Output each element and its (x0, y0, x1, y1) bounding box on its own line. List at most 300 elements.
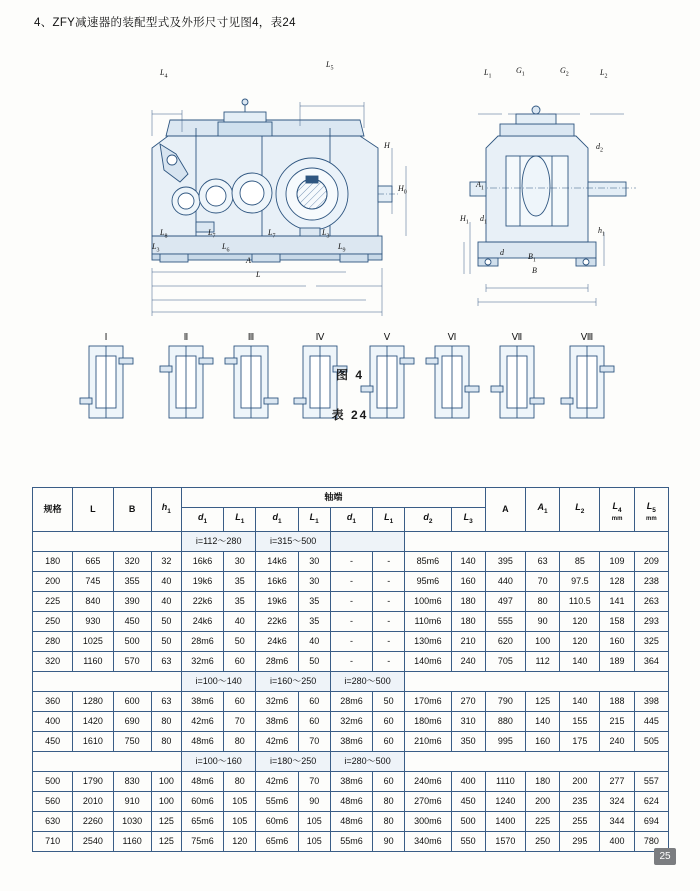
cell-L5: 557 (634, 771, 668, 791)
ratio-1c (330, 531, 404, 551)
ratio-row-1 (33, 531, 669, 551)
cell-d1c: - (330, 551, 372, 571)
cell-L: 840 (73, 591, 113, 611)
variant-label-8: Ⅷ (580, 333, 594, 343)
cell-d2: 270m6 (405, 791, 451, 811)
cell-L2: 97.5 (560, 571, 600, 591)
cell-d1c: - (330, 611, 372, 631)
cell-L3: 180 (451, 591, 485, 611)
col-header-L1-b: $L_1$ (298, 508, 330, 532)
col-header-shaft-group: 轴端 (181, 488, 485, 508)
cell-h1: 80 (151, 711, 181, 731)
cell-h1: 100 (151, 791, 181, 811)
cell-h1: 32 (151, 551, 181, 571)
cell-d1a: 38m6 (181, 691, 223, 711)
cell-A: 440 (485, 571, 525, 591)
cell-L4: 158 (600, 611, 634, 631)
cell-d1a: 48m6 (181, 731, 223, 751)
cell-d1b: 24k6 (256, 631, 298, 651)
table-row (33, 731, 669, 751)
col-header-h1: $h_1$ (151, 488, 181, 532)
table-row (33, 831, 669, 851)
cell-L4: 128 (600, 571, 634, 591)
cell-L1b: 60 (298, 711, 330, 731)
dim-A1: $A_1$ (476, 180, 484, 192)
cell-d1a: 24k6 (181, 611, 223, 631)
cell-A: 555 (485, 611, 525, 631)
cell-d1c: - (330, 631, 372, 651)
col-header-A1: $A_1$ (526, 488, 560, 532)
cell-h1: 125 (151, 831, 181, 851)
cell-L: 745 (73, 571, 113, 591)
cell-L1a: 40 (224, 611, 256, 631)
cell-L: 1420 (73, 711, 113, 731)
cell-L5: 445 (634, 711, 668, 731)
cell-d1c: 28m6 (330, 691, 372, 711)
col-header-B: B (113, 488, 151, 532)
cell-L1b: 30 (298, 571, 330, 591)
ratio-1a: i=112～280 (181, 531, 255, 551)
cell-d1b: 55m6 (256, 791, 298, 811)
cell-L4: 189 (600, 651, 634, 671)
cell-L1a: 70 (224, 711, 256, 731)
col-header-L1-a: $L_1$ (224, 508, 256, 532)
cell-B: 600 (113, 691, 151, 711)
cell-h1: 63 (151, 691, 181, 711)
cell-L1c: 60 (373, 711, 405, 731)
cell-d2: 340m6 (405, 831, 451, 851)
cell-A1: 70 (526, 571, 560, 591)
cell-d1c: 38m6 (330, 731, 372, 751)
cell-A1: 80 (526, 591, 560, 611)
dim-G2: $G_2$ (560, 66, 569, 78)
cell-B: 750 (113, 731, 151, 751)
cell-d1b: 60m6 (256, 811, 298, 831)
cell-A1: 90 (526, 611, 560, 631)
cell-h1: 63 (151, 651, 181, 671)
cell-L3: 140 (451, 551, 485, 571)
cell-d1b: 19k6 (256, 591, 298, 611)
ratio-spacer-3r (405, 751, 669, 771)
cell-d2: 240m6 (405, 771, 451, 791)
cell-L1a: 60 (224, 651, 256, 671)
cell-L1b: 30 (298, 551, 330, 571)
cell-d1a: 22k6 (181, 591, 223, 611)
cell-A1: 250 (526, 831, 560, 851)
cell-A: 995 (485, 731, 525, 751)
cell-spec: 225 (33, 591, 73, 611)
cell-L2: 235 (560, 791, 600, 811)
cell-A: 1240 (485, 791, 525, 811)
dim-H1: $H_1$ (460, 214, 469, 226)
cell-A: 620 (485, 631, 525, 651)
cell-B: 830 (113, 771, 151, 791)
col-header-d1-a: $d_1$ (181, 508, 223, 532)
cell-L4: 324 (600, 791, 634, 811)
cell-L5: 238 (634, 571, 668, 591)
variant-label-4: Ⅳ (315, 333, 325, 343)
cell-L1a: 35 (224, 571, 256, 591)
variant-label-7: Ⅶ (511, 333, 523, 343)
cell-d1a: 75m6 (181, 831, 223, 851)
cell-L1a: 120 (224, 831, 256, 851)
cell-L1a: 60 (224, 691, 256, 711)
cell-L2: 175 (560, 731, 600, 751)
ratio-row-3 (33, 751, 669, 771)
cell-A1: 63 (526, 551, 560, 571)
cell-L1c: - (373, 631, 405, 651)
cell-h1: 80 (151, 731, 181, 751)
cell-L5: 263 (634, 591, 668, 611)
cell-L4: 188 (600, 691, 634, 711)
cell-d2: 95m6 (405, 571, 451, 591)
cell-L4: 240 (600, 731, 634, 751)
cell-L1c: - (373, 591, 405, 611)
cell-L1b: 105 (298, 811, 330, 831)
cell-d1a: 28m6 (181, 631, 223, 651)
table-row (33, 771, 669, 791)
cell-spec: 710 (33, 831, 73, 851)
cell-d1a: 32m6 (181, 651, 223, 671)
cell-L5: 398 (634, 691, 668, 711)
cell-L: 1025 (73, 631, 113, 651)
ratio-1b: i=315～500 (256, 531, 330, 551)
cell-A1: 225 (526, 811, 560, 831)
cell-d1b: 42m6 (256, 731, 298, 751)
ratio-spacer-3 (33, 751, 182, 771)
cell-d2: 110m6 (405, 611, 451, 631)
cell-L3: 450 (451, 791, 485, 811)
cell-L1a: 105 (224, 811, 256, 831)
cell-L5: 209 (634, 551, 668, 571)
section-heading: 4、ZFY减速器的装配型式及外形尺寸见图4，表24 (34, 17, 296, 29)
cell-d1b: 38m6 (256, 711, 298, 731)
cell-L1a: 80 (224, 731, 256, 751)
cell-spec: 560 (33, 791, 73, 811)
cell-d1c: - (330, 651, 372, 671)
table-row (33, 711, 669, 731)
cell-B: 500 (113, 631, 151, 651)
cell-L3: 210 (451, 631, 485, 651)
cell-L5: 694 (634, 811, 668, 831)
cell-L2: 200 (560, 771, 600, 791)
cell-d2: 170m6 (405, 691, 451, 711)
cell-h1: 125 (151, 811, 181, 831)
table-row (33, 811, 669, 831)
dim-L7b: $L_7$ (268, 228, 276, 240)
cell-A: 1110 (485, 771, 525, 791)
table-row (33, 691, 669, 711)
col-header-d1-c: $d_1$ (330, 508, 372, 532)
cell-L1c: - (373, 571, 405, 591)
cell-d2: 140m6 (405, 651, 451, 671)
cell-h1: 50 (151, 611, 181, 631)
cell-A: 705 (485, 651, 525, 671)
cell-spec: 180 (33, 551, 73, 571)
col-header-L1-c: $L_1$ (373, 508, 405, 532)
cell-L2: 155 (560, 711, 600, 731)
dim-A: A (246, 256, 251, 265)
cell-L2: 140 (560, 691, 600, 711)
dim-H0: $H_0$ (398, 184, 407, 196)
variant-label-6: Ⅵ (447, 333, 457, 343)
cell-L: 1610 (73, 731, 113, 751)
dim-B1: $B_1$ (528, 252, 536, 264)
cell-L2: 120 (560, 631, 600, 651)
dim-d1: $d_1$ (480, 214, 487, 226)
col-header-d1-b: $d_1$ (256, 508, 298, 532)
cell-L4: 109 (600, 551, 634, 571)
ratio-2b: i=160～250 (256, 671, 330, 691)
col-header-L: L (73, 488, 113, 532)
cell-spec: 320 (33, 651, 73, 671)
cell-A1: 100 (526, 631, 560, 651)
cell-L1a: 80 (224, 771, 256, 791)
cell-L3: 270 (451, 691, 485, 711)
cell-L3: 310 (451, 711, 485, 731)
col-header-L3: $L_3$ (451, 508, 485, 532)
ratio-3c: i=280～500 (330, 751, 404, 771)
dim-L3b: $L_3$ (152, 242, 160, 254)
cell-A: 1400 (485, 811, 525, 831)
table-row (33, 611, 669, 631)
cell-d2: 130m6 (405, 631, 451, 651)
cell-L1c: 60 (373, 771, 405, 791)
cell-d1c: 48m6 (330, 811, 372, 831)
cell-d1a: 48m6 (181, 771, 223, 791)
cell-L1b: 50 (298, 651, 330, 671)
cell-h1: 40 (151, 591, 181, 611)
cell-L5: 325 (634, 631, 668, 651)
cell-d1b: 42m6 (256, 771, 298, 791)
table-caption: 表 24 (331, 408, 369, 422)
variant-label-1: Ⅰ (104, 333, 108, 343)
dim-L5: $L_5$ (326, 60, 334, 72)
dim-h1: $h_1$ (598, 226, 605, 238)
col-header-spec: 规格 (33, 488, 73, 532)
cell-L3: 400 (451, 771, 485, 791)
cell-d1b: 22k6 (256, 611, 298, 631)
table-row (33, 631, 669, 651)
cell-L1c: 80 (373, 791, 405, 811)
cell-L3: 180 (451, 611, 485, 631)
table-row (33, 571, 669, 591)
cell-L5: 364 (634, 651, 668, 671)
cell-L3: 240 (451, 651, 485, 671)
dim-L3a: $L_3$ (322, 228, 330, 240)
cell-B: 1030 (113, 811, 151, 831)
cell-d1c: - (330, 591, 372, 611)
cell-L4: 215 (600, 711, 634, 731)
variant-label-2: Ⅱ (183, 333, 189, 343)
dim-H: H (384, 141, 390, 150)
cell-L1b: 35 (298, 611, 330, 631)
table-row (33, 551, 669, 571)
cell-B: 570 (113, 651, 151, 671)
cell-L2: 295 (560, 831, 600, 851)
cell-d1a: 16k6 (181, 551, 223, 571)
cell-A1: 180 (526, 771, 560, 791)
page-number: 25 (654, 848, 676, 865)
cell-A1: 200 (526, 791, 560, 811)
cell-L1b: 105 (298, 831, 330, 851)
cell-L: 2010 (73, 791, 113, 811)
cell-L1b: 35 (298, 591, 330, 611)
cell-d1c: 32m6 (330, 711, 372, 731)
cell-A: 395 (485, 551, 525, 571)
cell-d1c: - (330, 571, 372, 591)
cell-L1c: 80 (373, 811, 405, 831)
cell-B: 450 (113, 611, 151, 631)
ratio-row-2 (33, 671, 669, 691)
cell-L5: 505 (634, 731, 668, 751)
cell-L5: 780 (634, 831, 668, 851)
ratio-spacer-1r (405, 531, 669, 551)
cell-d1b: 32m6 (256, 691, 298, 711)
ratio-2c: i=280～500 (330, 671, 404, 691)
dim-L1: $L_1$ (484, 68, 492, 80)
ratio-spacer-2r (405, 671, 669, 691)
cell-spec: 280 (33, 631, 73, 651)
cell-d1b: 28m6 (256, 651, 298, 671)
variant-label-3: Ⅲ (247, 333, 255, 343)
cell-d1c: 48m6 (330, 791, 372, 811)
cell-d1a: 42m6 (181, 711, 223, 731)
cell-L1c: - (373, 651, 405, 671)
cell-A1: 160 (526, 731, 560, 751)
cell-L5: 293 (634, 611, 668, 631)
cell-L: 2540 (73, 831, 113, 851)
cell-d1b: 16k6 (256, 571, 298, 591)
cell-L1b: 70 (298, 731, 330, 751)
col-header-L5: $L_5$ mm (634, 488, 668, 532)
cell-h1: 40 (151, 571, 181, 591)
dim-G1: $G_1$ (516, 66, 525, 78)
cell-d1a: 65m6 (181, 811, 223, 831)
cell-spec: 250 (33, 611, 73, 631)
cell-d1a: 60m6 (181, 791, 223, 811)
col-header-A: A (485, 488, 525, 532)
cell-L1c: 60 (373, 731, 405, 751)
cell-L: 1280 (73, 691, 113, 711)
cell-A1: 125 (526, 691, 560, 711)
variant-label-5: Ⅴ (383, 333, 391, 343)
cell-L1b: 90 (298, 791, 330, 811)
cell-spec: 200 (33, 571, 73, 591)
cell-d2: 210m6 (405, 731, 451, 751)
table-row (33, 791, 669, 811)
cell-d1c: 38m6 (330, 771, 372, 791)
cell-d1b: 14k6 (256, 551, 298, 571)
figure-caption: 图 4 (335, 368, 364, 382)
dim-L9: $L_9$ (338, 242, 346, 254)
cell-L5: 624 (634, 791, 668, 811)
cell-L2: 120 (560, 611, 600, 631)
cell-L1a: 105 (224, 791, 256, 811)
col-header-L4: $L_4$ mm (600, 488, 634, 532)
cell-L: 1790 (73, 771, 113, 791)
ratio-2a: i=100～140 (181, 671, 255, 691)
cell-A: 880 (485, 711, 525, 731)
cell-d1a: 19k6 (181, 571, 223, 591)
table-row (33, 591, 669, 611)
cell-L4: 344 (600, 811, 634, 831)
col-header-d2: $d_2$ (405, 508, 451, 532)
cell-B: 390 (113, 591, 151, 611)
cell-spec: 630 (33, 811, 73, 831)
cell-h1: 100 (151, 771, 181, 791)
dim-L8: $L_8$ (160, 228, 168, 240)
cell-B: 690 (113, 711, 151, 731)
dim-L2: $L_2$ (600, 68, 608, 80)
table-header-row-1 (33, 488, 669, 508)
cell-L3: 550 (451, 831, 485, 851)
cell-A: 790 (485, 691, 525, 711)
cell-L: 665 (73, 551, 113, 571)
cell-L: 930 (73, 611, 113, 631)
dim-L6: $L_6$ (222, 242, 230, 254)
dim-B: B (532, 266, 537, 275)
cell-L1c: - (373, 551, 405, 571)
cell-A1: 140 (526, 711, 560, 731)
cell-L1a: 50 (224, 631, 256, 651)
cell-L4: 160 (600, 631, 634, 651)
cell-L1c: 50 (373, 691, 405, 711)
cell-h1: 50 (151, 631, 181, 651)
ratio-3b: i=180～250 (256, 751, 330, 771)
cell-B: 910 (113, 791, 151, 811)
cell-L3: 350 (451, 731, 485, 751)
ratio-3a: i=100～160 (181, 751, 255, 771)
cell-L2: 85 (560, 551, 600, 571)
cell-L1b: 70 (298, 771, 330, 791)
dim-L7a: $L_7$ (208, 228, 216, 240)
dim-d2: $d_2$ (596, 142, 603, 154)
cell-L2: 110.5 (560, 591, 600, 611)
specification-table (32, 487, 669, 852)
cell-B: 320 (113, 551, 151, 571)
cell-L2: 255 (560, 811, 600, 831)
cell-spec: 360 (33, 691, 73, 711)
ratio-spacer-1 (33, 531, 182, 551)
figure-area (0, 36, 700, 436)
cell-L1c: - (373, 611, 405, 631)
dim-d: d (500, 248, 504, 257)
cell-d2: 180m6 (405, 711, 451, 731)
col-header-L2: $L_2$ (560, 488, 600, 532)
cell-d2: 100m6 (405, 591, 451, 611)
cell-L1c: 90 (373, 831, 405, 851)
cell-B: 355 (113, 571, 151, 591)
cell-A: 497 (485, 591, 525, 611)
dim-L4: $L_4$ (160, 68, 168, 80)
cell-spec: 450 (33, 731, 73, 751)
cell-L4: 400 (600, 831, 634, 851)
cell-d2: 85m6 (405, 551, 451, 571)
cell-L2: 140 (560, 651, 600, 671)
cell-A1: 112 (526, 651, 560, 671)
cell-L1a: 35 (224, 591, 256, 611)
cell-A: 1570 (485, 831, 525, 851)
cell-L3: 160 (451, 571, 485, 591)
cell-L1b: 60 (298, 691, 330, 711)
cell-spec: 500 (33, 771, 73, 791)
cell-L4: 277 (600, 771, 634, 791)
cell-L: 2260 (73, 811, 113, 831)
cell-d1b: 65m6 (256, 831, 298, 851)
cell-d1c: 55m6 (330, 831, 372, 851)
cell-L4: 141 (600, 591, 634, 611)
